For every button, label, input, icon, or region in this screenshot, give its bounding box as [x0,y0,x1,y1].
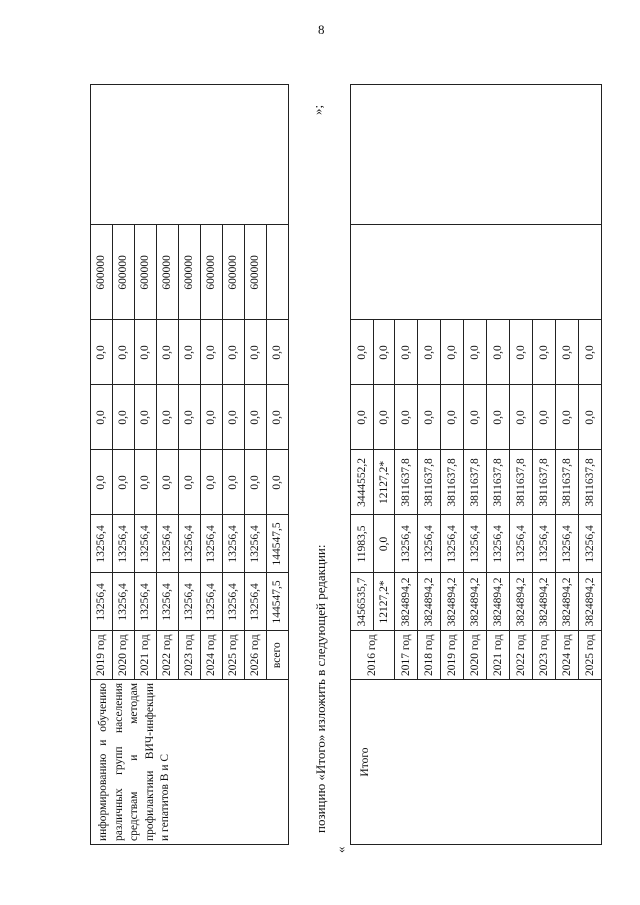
table-cell: 0,0 [395,320,418,385]
table-cell: 12127,2* [374,450,395,515]
table-cell: 0,0 [533,320,556,385]
table-cell: 0,0 [91,450,113,515]
table-cell: 3824894,2 [510,573,533,631]
table-cell: 13256,4 [418,515,441,573]
table-cell: 0,0 [267,385,289,450]
table-cell: 0,0 [223,450,245,515]
table-cell: 0,0 [487,385,510,450]
table-cell: 13256,4 [245,515,267,573]
table-cell: 2025 год [223,631,245,680]
opening-quote-mark: « [333,846,348,853]
table-cell: 0,0 [533,385,556,450]
table-cell: 0,0 [267,320,289,385]
table-cell: 600000 [179,225,201,320]
table-cell [267,225,289,320]
table-cell: 3811637,8 [395,450,418,515]
table-cell: 3824894,2 [533,573,556,631]
table-cell: 144547,5 [267,573,289,631]
table-cell: 3456535,7 [351,573,374,631]
table-cell: 0,0 [245,385,267,450]
table-cell: 600000 [113,225,135,320]
table-cell: 2026 год [245,631,267,680]
table-cell: 13256,4 [395,515,418,573]
table-cell: 13256,4 [157,573,179,631]
table-cell: 0,0 [374,385,395,450]
table-cell: 13256,4 [487,515,510,573]
table-cell: 0,0 [201,450,223,515]
table-cell: 13256,4 [91,515,113,573]
empty-cell [351,225,602,320]
table-cell: 2019 год [91,631,113,680]
table-cell: 0,0 [91,320,113,385]
table-cell: 0,0 [245,320,267,385]
table-cell: 0,0 [135,320,157,385]
table-cell: 3824894,2 [395,573,418,631]
table-cell: 2022 год [157,631,179,680]
table-cell: 3811637,8 [441,450,464,515]
table-cell: 2020 год [113,631,135,680]
closing-quote-mark: »; [310,104,325,115]
table-cell: 0,0 [157,385,179,450]
table-cell: 13256,4 [135,573,157,631]
table-cell: 0,0 [267,450,289,515]
table-cell: 0,0 [556,320,579,385]
table-cell: 0,0 [579,320,602,385]
table-cell: 11983,5 [351,515,374,573]
table-cell: 3811637,8 [510,450,533,515]
table-cell: 2021 год [135,631,157,680]
table-cell: 0,0 [135,385,157,450]
table-cell: 0,0 [441,385,464,450]
table-cell: 0,0 [157,320,179,385]
table-cell: 2021 год [487,631,510,680]
table-cell: 13256,4 [201,573,223,631]
table-cell: 13256,4 [179,515,201,573]
table-cell: 0,0 [510,320,533,385]
table-cell: 0,0 [510,385,533,450]
table-cell: 0,0 [487,320,510,385]
table-cell: 2023 год [179,631,201,680]
table-row [91,85,113,845]
table-cell: 600000 [223,225,245,320]
table-cell: 13256,4 [223,515,245,573]
table-cell: 2020 год [464,631,487,680]
table-cell: 3824894,2 [556,573,579,631]
table-cell: 2017 год [395,631,418,680]
table-cell: 3824894,2 [487,573,510,631]
table-cell: 3824894,2 [579,573,602,631]
table-cell: 13256,4 [201,515,223,573]
table-cell: 0,0 [179,320,201,385]
table-cell: 2024 год [556,631,579,680]
table-cell: 0,0 [179,385,201,450]
table-cell: 12127,2* [374,573,395,631]
table-cell: 2016 год [351,631,395,680]
table-cell: 13256,4 [556,515,579,573]
table-cell: 0,0 [91,385,113,450]
table-cell: 600000 [157,225,179,320]
table-cell: 0,0 [113,385,135,450]
table-cell: 2025 год [579,631,602,680]
table-cell: 2018 год [418,631,441,680]
table-cell: 2019 год [441,631,464,680]
table-cell: 0,0 [374,515,395,573]
table-cell: 144547,5 [267,515,289,573]
table-cell: 13256,4 [464,515,487,573]
table-cell: 0,0 [245,450,267,515]
table-cell: 600000 [245,225,267,320]
table-cell: 13256,4 [157,515,179,573]
table-cell: 0,0 [179,450,201,515]
table-cell: 0,0 [556,385,579,450]
table-cell: 0,0 [418,385,441,450]
table-cell: 0,0 [395,385,418,450]
table-cell: 0,0 [223,320,245,385]
table-cell: 13256,4 [510,515,533,573]
table-cell: 13256,4 [179,573,201,631]
table-cell: 3811637,8 [487,450,510,515]
table-cell: 3811637,8 [579,450,602,515]
table-cell: 0,0 [135,450,157,515]
table-cell: 3824894,2 [464,573,487,631]
table-cell: 13256,4 [223,573,245,631]
table-cell: 13256,4 [135,515,157,573]
table-cell: 0,0 [201,385,223,450]
table-cell: 3811637,8 [418,450,441,515]
table-cell: 13256,4 [441,515,464,573]
table-cell: 0,0 [113,450,135,515]
table-cell: 2024 год [201,631,223,680]
table-cell: 0,0 [157,450,179,515]
table-cell: 3811637,8 [464,450,487,515]
table-cell: 0,0 [418,320,441,385]
table-cell: 0,0 [464,320,487,385]
total-label: Итого [351,680,602,845]
table-cell: 3444552,2 [351,450,374,515]
page-number: 8 [318,22,325,37]
table-cell: 0,0 [441,320,464,385]
table-row [351,85,374,845]
table-cell: 0,0 [113,320,135,385]
table-cell: 0,0 [351,385,374,450]
table-cell: всего [267,631,289,680]
measure-description: информированию и обучению различных групп населения средствам и методам профилактики ВИЧ-инфекции и гепатитов В и С [91,680,289,845]
table-cell: 13256,4 [533,515,556,573]
table-cell: 600000 [201,225,223,320]
table-cell: 0,0 [351,320,374,385]
table-cell: 3811637,8 [556,450,579,515]
table-cell: 0,0 [201,320,223,385]
empty-cell [91,85,289,225]
table-cell: 3824894,2 [418,573,441,631]
table-cell: 600000 [135,225,157,320]
table-cell: 13256,4 [113,515,135,573]
table-cell: 3811637,8 [533,450,556,515]
table-cell: 0,0 [464,385,487,450]
table-cell: 3824894,2 [441,573,464,631]
table-cell: 0,0 [374,320,395,385]
table-cell: 600000 [91,225,113,320]
amendment-instruction: позицию «Итого» изложить в следующей редакции: [313,544,328,833]
empty-cell [351,85,602,225]
table-cell: 13256,4 [245,573,267,631]
table-cell: 13256,4 [113,573,135,631]
table-cell: 13256,4 [579,515,602,573]
table-cell: 13256,4 [91,573,113,631]
funding-table-hiv-prevention [90,84,289,845]
table-cell: 0,0 [223,385,245,450]
table-cell: 2023 год [533,631,556,680]
funding-table-total [350,84,602,845]
table-cell: 0,0 [579,385,602,450]
table-cell: 2022 год [510,631,533,680]
